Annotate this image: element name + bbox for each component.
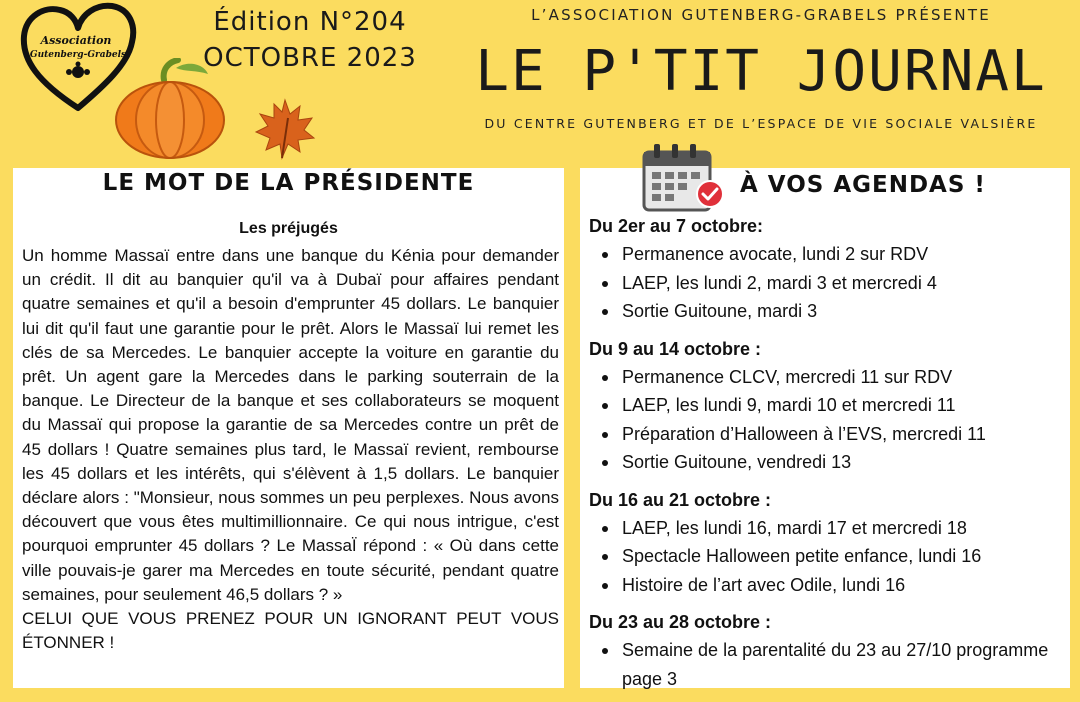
article-body bbox=[22, 244, 559, 655]
agenda-list bbox=[589, 212, 1067, 702]
maple-leaf-icon bbox=[252, 96, 318, 160]
logo-emblem-icon bbox=[66, 62, 90, 79]
agenda-item: Permanence avocate, lundi 2 sur RDV bbox=[622, 240, 1067, 269]
agenda-group bbox=[589, 212, 1067, 326]
agenda-item: Histoire de l’art avec Odile, lundi 16 bbox=[622, 571, 1067, 600]
agenda-item: LAEP, les lundi 2, mardi 3 et mercredi 4 bbox=[622, 269, 1067, 298]
edition-number: Édition N°204 bbox=[213, 7, 407, 37]
article-paragraph: Un homme Massaï entre dans une banque du Kénia pour demander un crédit. Il dit au banquier qu'il va à Dubaï pour affaires pendant quatre semaines et qu'il a besoin d'emprunter 45 dollars. Le banquier lui dit qu'il faut une garantie pour le prêt. Alors le Massaï lui remet les clés de sa Mercedes. Le banquier accepte la voiture en garantie du prêt. Un agent gare la Mercedes dans le parking souterrain de la banque. Le Directeur de la banque et ses collaborateurs se moquent du Massaï qui propose la garantie de sa Mercedes contre un prêt de 45 dollars ! Quatre semaines plus tard, le Massaï revient, rembourse les 45 dollars et les intérêts, qui s'élèvent à 1,5 dollars. Le banquier déclare alors : "Monsieur, nous sommes un peu perplexes. Nous avons découvert que vous êtes multimillionnaire. Ce qui nous intrigue, c'est pourquoi emprunter 45 dollars ? Le MassaÏ répond : « Où dans cette ville pouvais-je garer ma Mercedes en toute sécurité, pendant quatre semaines, pour seulement 46,5 dollars ? » bbox=[22, 246, 559, 604]
agenda-item: Spectacle Halloween petite enfance, lundi 16 bbox=[622, 542, 1067, 571]
agenda-item: Sortie Guitoune, mardi 3 bbox=[622, 297, 1067, 326]
edition-block bbox=[190, 4, 430, 76]
presents-line: L’ASSOCIATION GUTENBERG-GRABELS PRÉSENTE bbox=[531, 6, 991, 24]
agenda-group bbox=[589, 486, 1067, 600]
president-title: LE MOT DE LA PRÉSIDENTE bbox=[102, 170, 475, 196]
journal-title: LE P'TIT JOURNAL bbox=[475, 39, 1047, 104]
agenda-item: Permanence CLCV, mercredi 11 sur RDV bbox=[622, 363, 1067, 392]
agenda-item: LAEP, les lundi 16, mardi 17 et mercredi 18 bbox=[622, 514, 1067, 543]
agenda-group-title: Du 9 au 14 octobre : bbox=[589, 338, 762, 359]
calendar-check-icon bbox=[640, 142, 726, 212]
agenda-group-title: Du 2er au 7 octobre: bbox=[589, 216, 764, 236]
article-heading: Les préjugés bbox=[239, 220, 338, 237]
agenda-item: Semaine de la parentalité du 23 au 27/10 programme page 3 bbox=[622, 636, 1067, 693]
logo-text-line1: Association bbox=[40, 34, 112, 47]
agenda-group-title: Du 23 au 28 octobre : bbox=[589, 612, 772, 632]
agenda-item: Sortie Guitoune, vendredi 13 bbox=[622, 448, 1067, 477]
article-conclusion: CELUI QUE VOUS PRENEZ POUR UN IGNORANT PEUT VOUS ÉTONNER ! bbox=[22, 609, 559, 653]
journal-subtitle: DU CENTRE GUTENBERG ET DE L’ESPACE DE VIE SOCIALE VALSIÈRE bbox=[484, 116, 1038, 131]
edition-date: OCTOBRE 2023 bbox=[203, 43, 417, 73]
agenda-item: LAEP, les lundi 9, mardi 10 et mercredi 11 bbox=[622, 391, 1067, 420]
agenda-group bbox=[589, 335, 1067, 477]
agenda-item: Préparation d’Halloween à l’EVS, mercredi 11 bbox=[622, 420, 1067, 449]
logo-text-line2: Gutenberg-Grabels bbox=[29, 50, 127, 60]
agenda-group bbox=[589, 608, 1067, 693]
agenda-title: À VOS AGENDAS ! bbox=[740, 172, 986, 198]
agenda-group-title: Du 16 au 21 octobre : bbox=[589, 489, 772, 510]
